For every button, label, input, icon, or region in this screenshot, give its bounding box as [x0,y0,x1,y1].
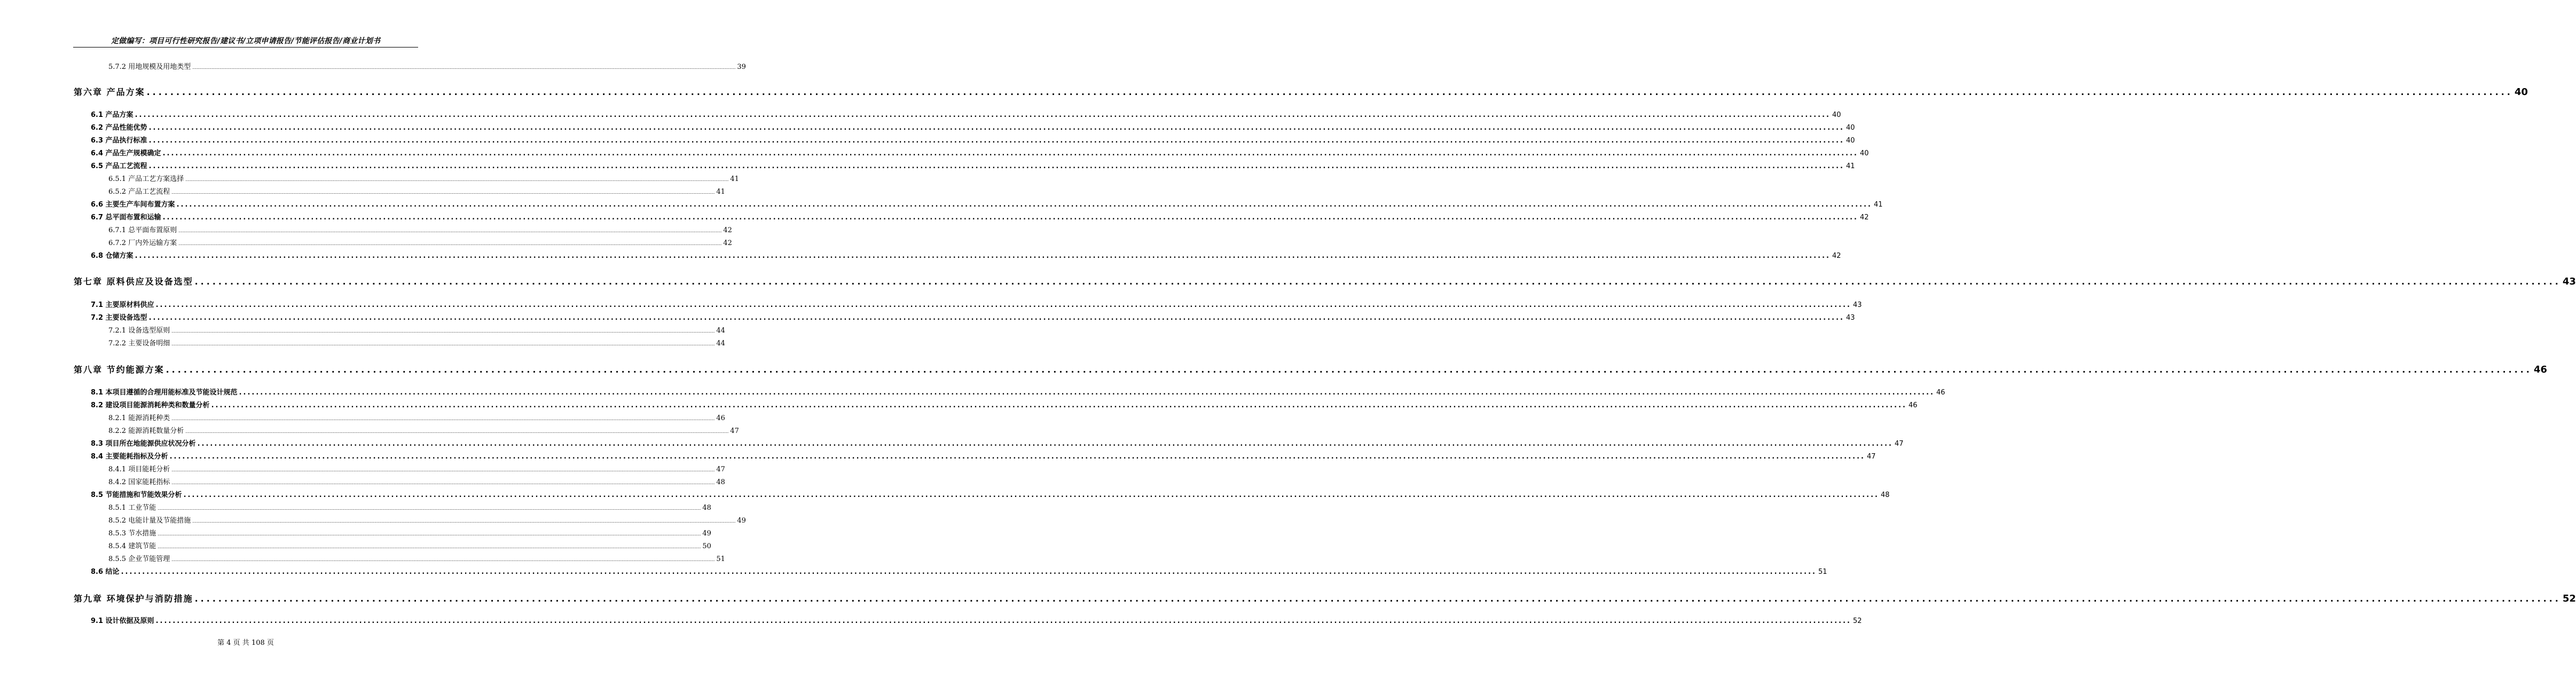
entry-page-number: 46 [1936,389,1945,397]
entry-title: 6.6 主要生产车间布置方案 [91,201,175,209]
dot-leader: ................................................................................................................................................................................................................................................................................................................................................................................................................ [135,252,1831,260]
sub-entry[interactable] [108,237,732,247]
chapter-entry[interactable] [74,275,2576,287]
dot-leader: ................................................................................................................................................................................................................................................................................................................................................................................................................ [176,201,1872,209]
dot-leader: ................................................................................................................................................................................................................................................................................................................................................................................................................ [162,214,1858,222]
dot-leader: ................................................................................................................................................................................................................................................................................................................................................................................................................ [171,342,715,346]
running-header: 定做编写：项目可行性研究报告/建议书/立项申请报告/节能评估报告/商业计划书 [111,37,381,45]
entry-page-number: 47 [716,465,725,473]
header-rule [73,47,418,48]
entry-page-number: 48 [716,478,725,486]
entry-page-number: 52 [2562,593,2576,604]
entry-page-number: 42 [723,239,732,247]
entry-title: 6.3 产品执行标准 [91,137,147,145]
section-entry[interactable] [91,109,1841,119]
entry-title: 6.7.1 总平面布置原则 [108,226,177,234]
entry-title: 6.8 仓储方案 [91,252,133,260]
entry-page-number: 50 [702,542,711,550]
entry-title: 6.5 产品工艺流程 [91,162,147,170]
dot-leader: ................................................................................................................................................................................................................................................................................................................................................................................................................ [166,365,2532,375]
section-entry[interactable] [91,160,1855,170]
sub-entry[interactable] [108,502,711,512]
section-entry[interactable] [91,211,1869,222]
entry-title: 8.2.1 能源消耗种类 [108,414,170,422]
section-entry[interactable] [91,122,1855,132]
entry-page-number: 43 [1845,314,1855,322]
entry-title: 7.2.1 设备选型原则 [108,327,170,335]
entry-page-number: 52 [1852,617,1862,625]
dot-leader: ................................................................................................................................................................................................................................................................................................................................................................................................................ [239,389,1935,397]
entry-title: 第八章 节约能源方案 [74,365,164,375]
page-footer: 第 4 页 共 108 页 [217,639,274,647]
dot-leader: ................................................................................................................................................................................................................................................................................................................................................................................................................ [183,491,1879,499]
entry-title: 6.2 产品性能优势 [91,124,147,132]
entry-page-number: 47 [1894,440,1904,448]
dot-leader: ................................................................................................................................................................................................................................................................................................................................................................................................................ [171,480,715,485]
entry-title: 7.2.2 主要设备明细 [108,339,170,348]
entry-page-number: 48 [1880,491,1890,499]
entry-title: 6.5.2 产品工艺流程 [108,188,170,196]
entry-page-number: 41 [1873,201,1883,209]
dot-leader: ................................................................................................................................................................................................................................................................................................................................................................................................................ [178,241,722,246]
entry-page-number: 42 [1859,214,1869,222]
entry-title: 6.5.1 产品工艺方案选择 [108,175,184,183]
section-entry[interactable] [91,615,1862,625]
sub-entry[interactable] [108,61,746,71]
entry-page-number: 51 [1818,568,1827,576]
entry-page-number: 47 [730,427,739,435]
dot-leader: ................................................................................................................................................................................................................................................................................................................................................................................................................ [185,177,729,182]
entry-title: 8.1 本项目遵循的合理用能标准及节能设计规范 [91,389,238,397]
section-entry[interactable] [91,312,1855,322]
section-entry[interactable] [91,451,1876,461]
entry-page-number: 40 [1845,124,1855,132]
section-entry[interactable] [91,250,1841,260]
sub-entry[interactable] [108,425,739,435]
entry-page-number: 40 [1845,137,1855,145]
entry-title: 8.5.5 企业节能管理 [108,555,170,563]
dot-leader: ................................................................................................................................................................................................................................................................................................................................................................................................................ [197,440,1893,448]
section-entry[interactable] [91,399,1918,409]
section-entry[interactable] [91,438,1904,448]
sub-entry[interactable] [108,553,725,563]
dot-leader: ................................................................................................................................................................................................................................................................................................................................................................................................................ [194,594,2561,604]
dot-leader: ................................................................................................................................................................................................................................................................................................................................................................................................................ [158,544,701,549]
entry-title: 8.3 项目所在地能源供应状况分析 [91,440,196,448]
entry-title: 7.1 主要原材料供应 [91,301,154,309]
entry-page-number: 47 [1866,453,1876,461]
entry-title: 6.7.2 厂内外运输方案 [108,239,177,247]
entry-title: 8.5.3 节水措施 [108,530,156,538]
entry-page-number: 48 [702,504,711,512]
entry-title: 8.4.1 项目能耗分析 [108,465,170,473]
sub-entry[interactable] [108,463,725,473]
entry-title: 9.1 设计依据及原则 [91,617,154,625]
dot-leader: ................................................................................................................................................................................................................................................................................................................................................................................................................ [192,65,736,70]
entry-title: 6.7 总平面布置和运输 [91,214,161,222]
sub-entry[interactable] [108,476,725,486]
dot-leader: ................................................................................................................................................................................................................................................................................................................................................................................................................ [171,468,715,472]
entry-title: 6.1 产品方案 [91,111,133,119]
entry-title: 8.5 节能措施和节能效果分析 [91,491,182,499]
dot-leader: ................................................................................................................................................................................................................................................................................................................................................................................................................ [121,568,1817,576]
dot-leader: ................................................................................................................................................................................................................................................................................................................................................................................................................ [194,277,2561,287]
entry-page-number: 46 [716,414,725,422]
dot-leader: ................................................................................................................................................................................................................................................................................................................................................................................................................ [171,557,715,562]
dot-leader: ................................................................................................................................................................................................................................................................................................................................................................................................................ [211,401,1907,409]
chapter-entry[interactable] [74,592,2576,604]
dot-leader: ................................................................................................................................................................................................................................................................................................................................................................................................................ [148,137,1844,145]
entry-title: 8.4 主要能耗指标及分析 [91,453,168,461]
dot-leader: ................................................................................................................................................................................................................................................................................................................................................................................................................ [192,519,736,524]
sub-entry[interactable] [108,412,725,422]
entry-title: 8.4.2 国家能耗指标 [108,478,170,486]
dot-leader: ................................................................................................................................................................................................................................................................................................................................................................................................................ [148,314,1844,322]
entry-title: 第七章 原料供应及设备选型 [74,277,193,287]
chapter-entry[interactable] [74,85,2528,98]
dot-leader: ................................................................................................................................................................................................................................................................................................................................................................................................................ [158,532,701,536]
entry-title: 8.6 结论 [91,568,120,576]
entry-page-number: 44 [716,339,725,348]
entry-title: 8.5.2 电能计量及节能措施 [108,517,191,525]
entry-title: 7.2 主要设备选型 [91,314,147,322]
dot-leader: ................................................................................................................................................................................................................................................................................................................................................................................................................ [171,190,715,195]
dot-leader: ................................................................................................................................................................................................................................................................................................................................................................................................................ [178,228,722,233]
dot-leader: ................................................................................................................................................................................................................................................................................................................................................................................................................ [185,429,729,434]
chapter-entry[interactable] [74,363,2547,375]
entry-page-number: 46 [1908,401,1918,409]
entry-page-number: 41 [716,188,725,196]
entry-page-number: 39 [737,63,746,71]
entry-title: 8.5.1 工业节能 [108,504,156,512]
entry-page-number: 42 [1832,252,1841,260]
entry-page-number: 41 [730,175,739,183]
dot-leader: ................................................................................................................................................................................................................................................................................................................................................................................................................ [169,453,1865,461]
entry-page-number: 46 [2533,364,2547,375]
sub-entry[interactable] [108,173,739,183]
entry-page-number: 49 [702,530,711,538]
sub-entry[interactable] [108,540,711,550]
dot-leader: ................................................................................................................................................................................................................................................................................................................................................................................................................ [146,87,2513,97]
dot-leader: ................................................................................................................................................................................................................................................................................................................................................................................................................ [155,301,1851,309]
entry-page-number: 40 [1859,149,1869,157]
section-entry[interactable] [91,566,1827,576]
dot-leader: ................................................................................................................................................................................................................................................................................................................................................................................................................ [171,329,715,334]
entry-title: 8.5.4 建筑节能 [108,542,156,550]
entry-title: 5.7.2 用地规模及用地类型 [108,63,191,71]
section-entry[interactable] [91,199,1883,209]
entry-page-number: 51 [716,555,725,563]
dot-leader: ................................................................................................................................................................................................................................................................................................................................................................................................................ [158,506,701,511]
entry-page-number: 43 [1852,301,1862,309]
dot-leader: ................................................................................................................................................................................................................................................................................................................................................................................................................ [162,149,1858,157]
entry-page-number: 40 [2514,86,2528,98]
section-entry[interactable] [91,299,1862,309]
entry-page-number: 40 [1832,111,1841,119]
entry-title: 第六章 产品方案 [74,87,145,97]
sub-entry[interactable] [108,527,711,538]
entry-title: 8.2.2 能源消耗数量分析 [108,427,184,435]
entry-page-number: 44 [716,327,725,335]
dot-leader: ................................................................................................................................................................................................................................................................................................................................................................................................................ [148,162,1844,170]
entry-title: 第九章 环境保护与消防措施 [74,594,193,604]
dot-leader: ................................................................................................................................................................................................................................................................................................................................................................................................................ [148,124,1844,132]
sub-entry[interactable] [108,337,725,348]
dot-leader: ................................................................................................................................................................................................................................................................................................................................................................................................................ [135,111,1831,119]
section-entry[interactable] [91,489,1890,499]
section-entry[interactable] [91,386,1945,397]
section-entry[interactable] [91,135,1855,145]
dot-leader: ................................................................................................................................................................................................................................................................................................................................................................................................................ [171,416,715,421]
entry-page-number: 43 [2562,276,2576,287]
sub-entry[interactable] [108,186,725,196]
section-entry[interactable] [91,147,1869,157]
entry-page-number: 41 [1845,162,1855,170]
entry-page-number: 42 [723,226,732,234]
sub-entry[interactable] [108,325,725,335]
entry-title: 8.2 建设项目能源消耗种类和数量分析 [91,401,210,409]
dot-leader: ................................................................................................................................................................................................................................................................................................................................................................................................................ [155,617,1851,625]
sub-entry[interactable] [108,515,746,525]
entry-page-number: 49 [737,517,746,525]
sub-entry[interactable] [108,224,732,234]
entry-title: 6.4 产品生产规模确定 [91,149,161,157]
